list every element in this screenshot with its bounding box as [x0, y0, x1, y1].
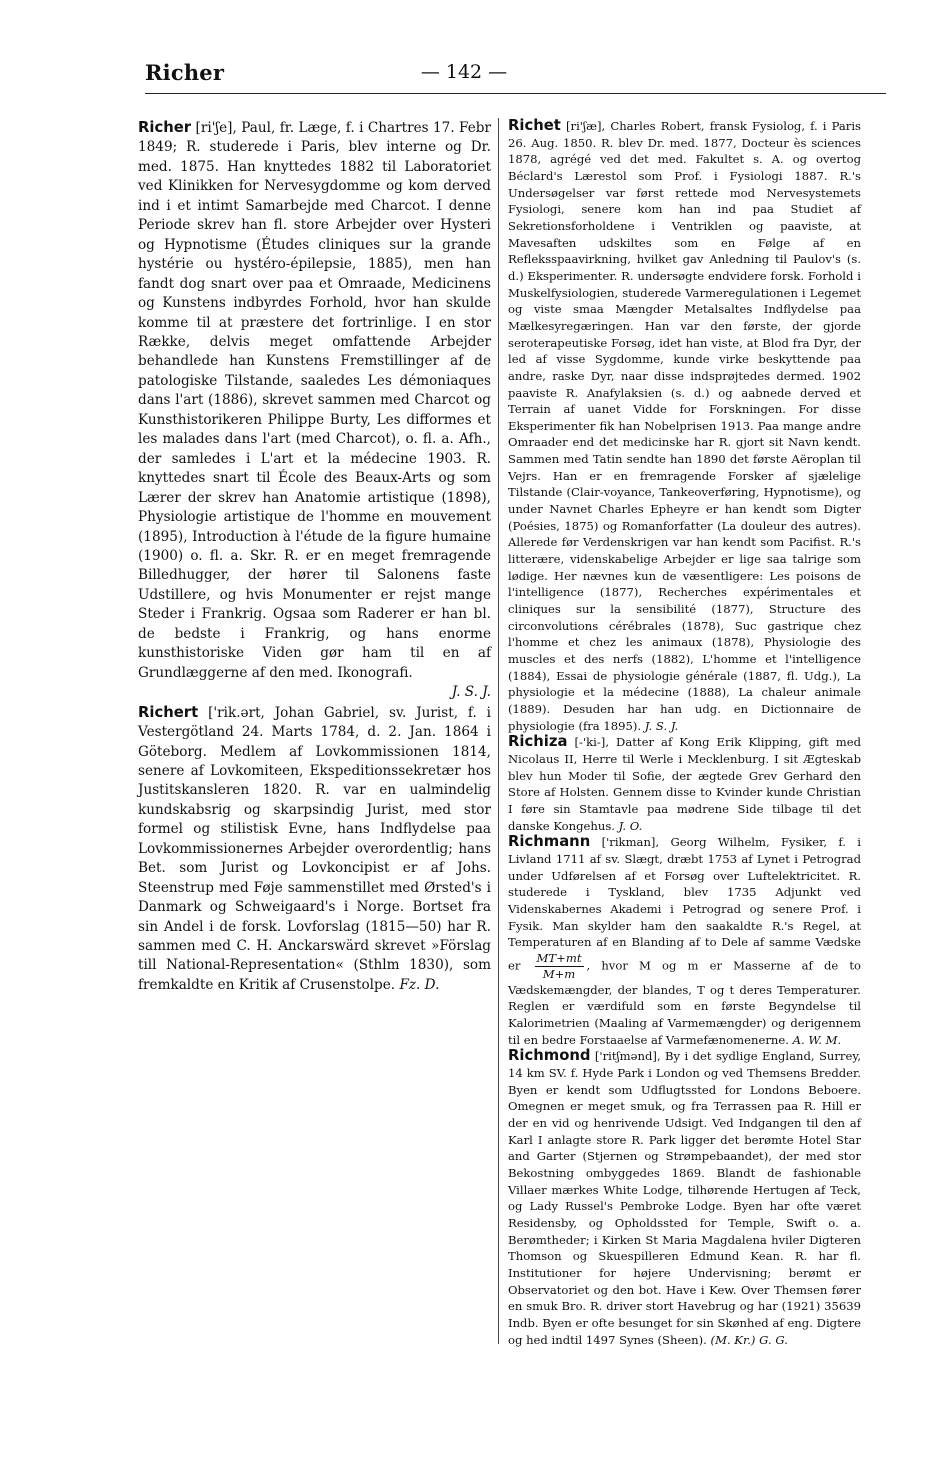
richmann-formula	[535, 951, 584, 982]
headword-richer: Richer	[138, 119, 192, 136]
signature-richiza: J. O.	[618, 818, 643, 833]
formula-numerator: MT+mt	[536, 950, 582, 965]
entry-text-richmann-b: , hvor M og m er Masserne af de to Vædskemængder, der blandes, T og t deres Temperaturer. Reglen er værdifuld som en første Begyndelse til Kalorimetrien (Maaling af Varmemængder) og derigennem til en bedre Forstaaelse af Varmefænomenerne.	[508, 958, 861, 1047]
entry-text-richer: [ri'ʃe], Paul, fr. Læge, f. i Chartres 17. Febr 1849; R. studerede i Paris, blev interne og Dr. med. 1875. Han knyttedes 1882 til Laboratoriet ved Klinikken for Nervesygdomme og kom derved ind i et intimt Samarbejde med Charcot. I denne Periode skrev han fl. store Arbejder over Hysteri og Hypnotisme (Études cliniques sur la grande hystérie ou hystéro-épilepsie, 1885), men han fandt dog snart over paa et Omraade, Medicinens og Kunstens indbyrdes Forhold, hvor han skulde komme til at præstere det fortrinlige. I en stor Række, delvis meget omfattende Arbejder behandlede han Kunstens Fremstillinger af de patologiske Tilstande, saaledes Les démoniaques dans l'art (1886), skrevet sammen med Charcot og Kunsthistorikeren Philippe Burty, Les difformes et les malades dans l'art (med Charcot), o. fl. a. Afh., der samledes i L'art et la médecine 1903. R. knyttedes snart til École des Beaux-Arts og som Lærer der skrev han Anatomie artistique (1898), Physiologie artistique de l'homme en mouvement (1895), Introduction à l'étude de la figure humaine (1900) o. fl. a. Skr. R. er en meget fremragende Billedhugger, der hører til Salonens faste Udstillere, og hvis Monumenter er rejst mange Steder i Frankrig. Ogsaa som Raderer er han bl. de bedste i Frankrig, og hans enorme kunsthistoriske Viden gør ham til en af Grundlæggerne af den med. Ikonografi.	[138, 120, 491, 681]
signature-richer: J. S. J.	[451, 684, 491, 701]
entry-text-richiza: [-'ki-], Datter af Kong Erik Klipping, gift med Nicolaus II, Herre til Werle i Mecklenburg. I sit Ægteskab blev hun Moder til Sofie, der ægtede Grev Gerhard den Store af Holsten. Gennem disse to Kvinder kunde Christian I føre sin Stamtavle paa mødrene Side tilbage til det danske Kongehus.	[508, 735, 862, 833]
signature-richmond: (M. Kr.) G. G.	[710, 1332, 788, 1347]
signature-richet: J. S. J.	[644, 718, 679, 733]
headword-richmann: Richmann	[508, 833, 591, 851]
entry-text-richmann-a: ['rikman], Georg Wilhelm, Fysiker, f. i Livland 1711 af sv. Slægt, dræbt 1753 af Lynet i Petrograd under Udførelsen af et Forsøg over Luftelektricitet. R. studerede i Tyskland, blev 1735 Adjunkt ved Videnskabernes Akademi i Petrograd og senere Prof. i Fysik. Man skylder ham den saakaldte R.'s Regel, at Temperaturen af en Blanding af to Dele af samme Vædske er	[508, 835, 862, 973]
running-head: Richer	[145, 60, 225, 85]
formula-denominator: M+m	[542, 966, 576, 981]
column-divider	[498, 118, 499, 1344]
entry-text-richmond: ['ritʃmənd], By i det sydlige England, Surrey, 14 km SV. f. Hyde Park i London og ved Themsens Bredder. Byen er kendt som Udflugtssted for Londons Beboere. Omegnen er meget smuk, og fra Terrassen paa R. Hill er der en vid og henrivende Udsigt. Ved Indgangen til den af Karl I anlagte store R. Park ligger det berømte Hotel Star and Garter (Stjernen og Strømpebaandet), der med stor Bekostning ombyggedes 1869. Blandt de fashionable Villaer mærkes White Lodge, tilhørende Hertugen af Teck, og Lady Russel's Pembroke Lodge. Byen har ofte været Residensby, og Opholdssted for Temple, Swift o. a. Berømtheder; i Kirken St Maria Magdalena hviler Digteren Thomson og Skuespilleren Edmund Kean. R. har fl. Institutioner for højere Undervisning; berømt er Observatoriet og den bot. Have i Kew. Over Themsen fører en smuk Bro. R. driver stort Havebrug og har (1921) 35639 Indb. Byen er ofte besunget for sin Skønhed af eng. Digtere og hed indtil 1497 Synes (Sheen).	[508, 1049, 862, 1347]
headword-richmond: Richmond	[508, 1047, 591, 1065]
entry-text-richet: [ri'ʃæ], Charles Robert, fransk Fysiolog, f. i Paris 26. Aug. 1850. R. blev Dr. med. 1877, Docteur ès sciences 1878, agrégé ved det med. Fakultet s. A. og overtog Béclard's Lærestol som Prof. i Fysiologi 1887. R.'s Undersøgelser var først rettede mod Nervesystemets Fysiologi, senere kom han ind paa Studiet af Sekretionsforholdene i Ventriklen og paaviste, at Mavesaften udskiltes som en Følge af en Refleksspaavirkning, hvilket gav Anledning til Paulov's (s. d.) Eksperimenter. R. undersøgte endvidere forsk. Forhold i Muskelfysiologien, studerede Varmeregulationen i Legemet og viste smaa Mængder Metalsaltes Indflydelse paa Mælkesyregæringen. Han var den første, der gjorde seroterapeutiske Forsøg, idet han viste, at Blod fra Dyr, der led af visse Sygdomme, kunde virke beskyttende paa andre, raske Dyr, naar disse indsprøjtedes dermed. 1902 paaviste R. Anafylaksien (s. d.) og aabnede derved et Terrain af uanet Vidde for Forskningen. For disse Eksperimenter fik han Nobelprisen 1913. Paa mange andre Omraader end det medicinske har R. gjort sit Navn kendt. Sammen med Tatin sendte han 1890 det første Aëroplan til Vejrs. Han er en fremragende Forsker af sjælelige Tilstande (Clair-voyance, Tankeoverføring, Hypnotisme), og under Navnet Charles Epheyre er han kendt som Digter (Poésies, 1875) og Romanforfatter (La douleur des autres). Allerede før Verdenskrigen var han kendt som Pacifist. R.'s litterære, videnskabelige Arbejder er lige saa talrige som lødige. Her nævnes kun de væsentligere: Les poisons de l'intelligence (1877), Recherches expérimentales et cliniques sur la sensibilité (1877), Structure des circonvolutions cérébrales (1878), Suc gastrique chez l'homme et chez les animaux (1878), Physiologie des muscles et des nerfs (1882), L'homme et l'intelligence (1884), Essai de physiologie générale (1887, fl. Udg.), La physiologie et la médecine (1888), La chaleur animale (1889). Desuden har han udg. en Dictionnaire de physiologie (fra 1895).	[508, 119, 862, 733]
signature-richert: Fz. D.	[399, 976, 440, 993]
left-column	[138, 118, 491, 995]
page-number: — 142 —	[420, 61, 508, 83]
header-rule	[145, 93, 886, 94]
entry-richmond	[508, 1048, 861, 1348]
entry-richer	[138, 118, 491, 683]
headword-richet: Richet	[508, 117, 561, 134]
entry-richert	[138, 703, 491, 996]
signature-richmann: A. W. M.	[792, 1032, 842, 1047]
entry-text-richert: ['rik.ərt, Johan Gabriel, sv. Jurist, f. i Vestergötland 24. Marts 1784, d. 2. Jan. 1864 i Göteborg. Medlem af Lovkommissionen 1814, senere af Lovkomiteen, Ekspeditionssekretær hos Justitskansleren 1820. R. var en ualmindelig kundskabsrig og skarpsindig Jurist, med stor formel og stilistisk Evne, hans Indflydelse paa Lovkommissionernes Arbejder overordentlig; hans Bet. som Jurist og Lovkoncipist er af Johs. Steenstrup med Føje sammenstillet med Ørsted's i Danmark og Schweigaard's i Norge. Bortset fra sin Andel i de forsk. Lovforslag (1815—50) har R. sammen med C. H. Anckarswärd skrevet »Förslag till National-Representation« (Sthlm 1830), som fremkaldte en Kritik af Crusenstolpe.	[138, 704, 491, 993]
entry-richiza	[508, 734, 861, 834]
headword-richert: Richert	[138, 703, 199, 721]
headword-richiza: Richiza	[508, 733, 568, 751]
entry-richet	[508, 118, 861, 734]
entry-richmann	[508, 834, 861, 1048]
right-column	[508, 118, 861, 1348]
